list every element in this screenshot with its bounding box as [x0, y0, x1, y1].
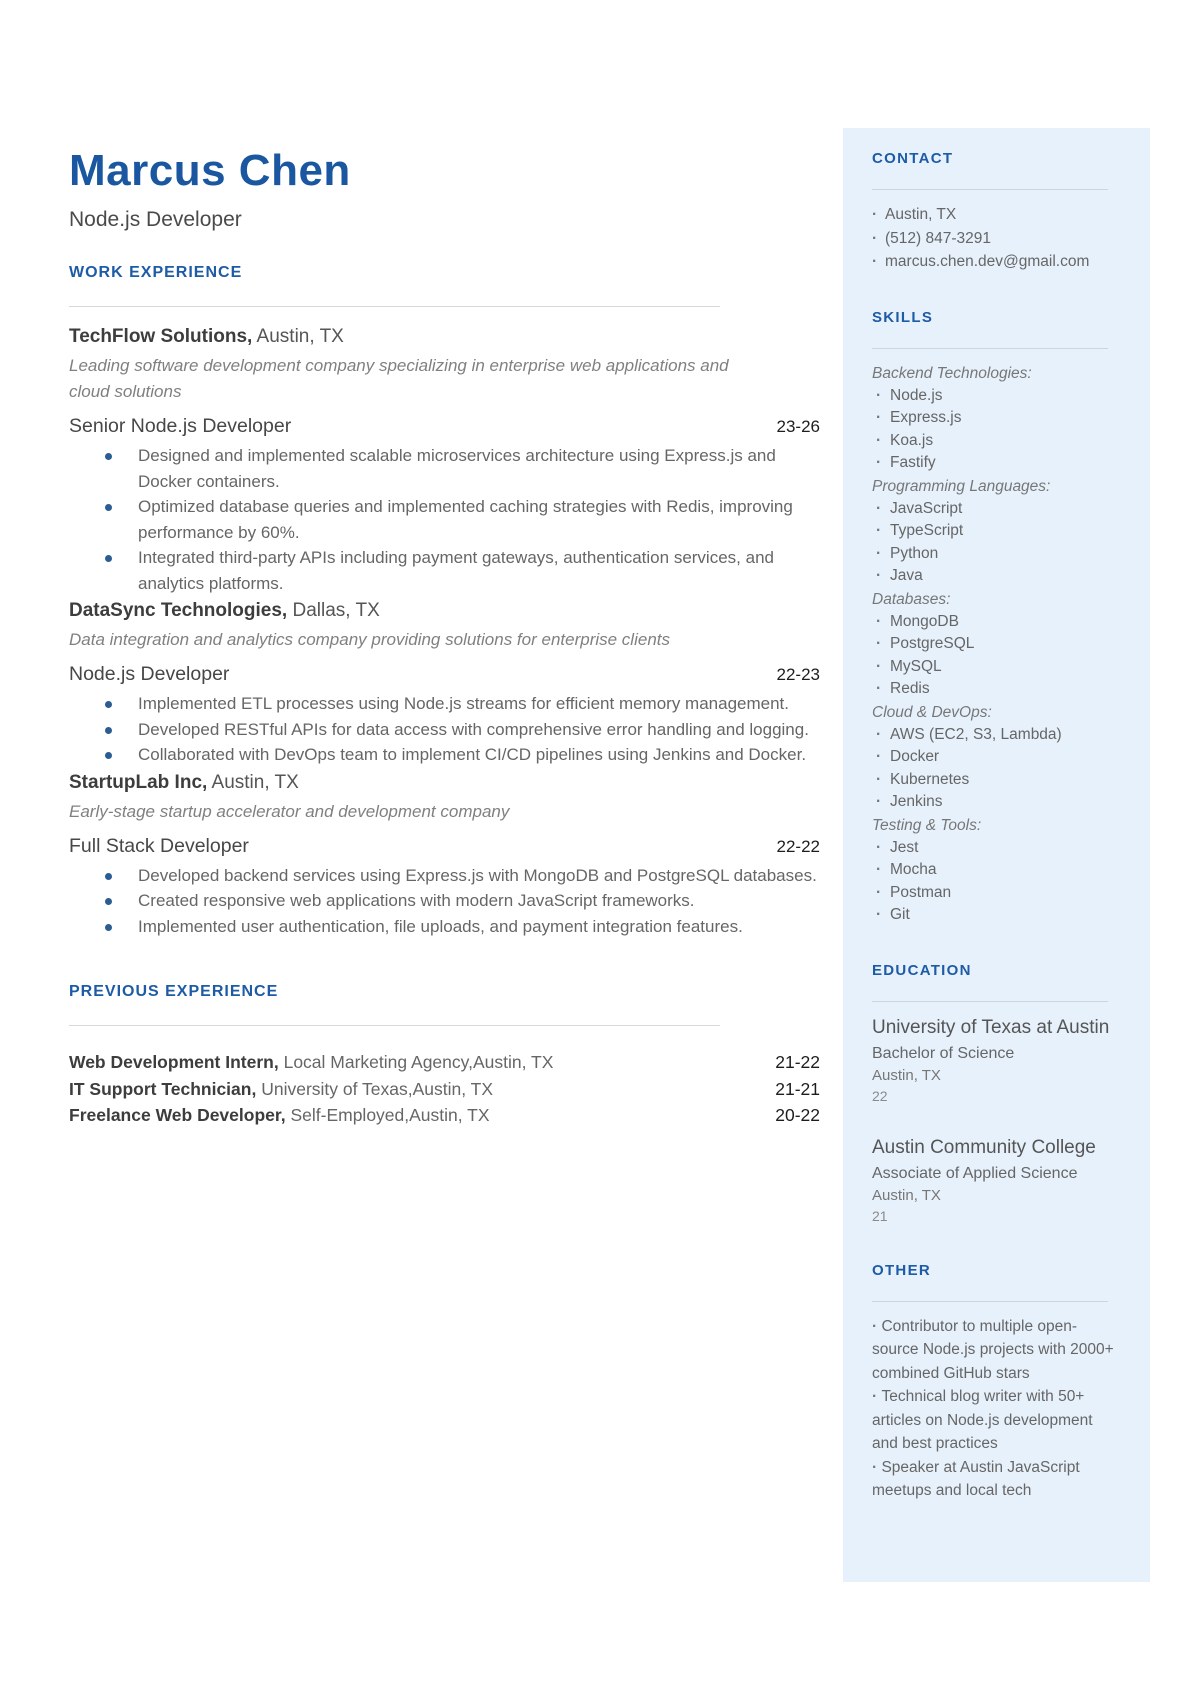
graduation-year: 21 — [872, 1207, 888, 1224]
school-name: University of Texas at Austin — [872, 1016, 1110, 1038]
bullet-item: Optimized database queries and implemented caching strategies with Redis, improving performance by 60%. — [69, 494, 820, 545]
skill-group-label: Testing & Tools: — [872, 816, 982, 834]
previous-role: Web Development Intern, — [69, 1052, 279, 1072]
role-dates: 22-23 — [776, 665, 820, 684]
skill-group-label: Databases: — [872, 590, 951, 608]
company-location: Austin, TX — [256, 326, 344, 347]
bullet-item: Developed RESTful APIs for data access with comprehensive error handling and logging. — [69, 717, 820, 743]
skill-item: · Redis — [872, 678, 1120, 701]
company-name: StartupLab Inc, — [69, 771, 208, 793]
education-entry — [872, 1015, 1120, 1107]
contact-item: · marcus.chen.dev@gmail.com — [872, 250, 1120, 274]
skill-list — [872, 837, 1120, 927]
previous-row — [69, 1049, 820, 1076]
role-title: Node.js Developer — [69, 663, 230, 685]
work-experience-heading: WORK EXPERIENCE — [69, 264, 243, 281]
skill-item: · Jenkins — [872, 791, 1120, 814]
role-row — [69, 663, 820, 686]
graduation-year: 22 — [872, 1087, 888, 1104]
previous-dates: 20-22 — [775, 1105, 820, 1125]
contact-heading: CONTACT — [872, 150, 954, 167]
company-line — [69, 770, 820, 795]
role-title: Senior Node.js Developer — [69, 415, 292, 437]
skill-group-label: Programming Languages: — [872, 477, 1051, 495]
previous-org: Self-Employed,Austin, TX — [290, 1105, 490, 1125]
bullet-item: Implemented ETL processes using Node.js streams for efficient memory management. — [69, 691, 820, 717]
skill-item: · MongoDB — [872, 611, 1120, 634]
skill-item: · Koa.js — [872, 430, 1120, 453]
skill-item: · Java — [872, 565, 1120, 588]
school-location: Austin, TX — [872, 1066, 941, 1084]
section-divider — [69, 1025, 720, 1026]
skill-item: · Mocha — [872, 859, 1120, 882]
role-row — [69, 835, 820, 858]
skill-item: · AWS (EC2, S3, Lambda) — [872, 724, 1120, 747]
previous-row — [69, 1076, 820, 1103]
skill-item: · Python — [872, 543, 1120, 566]
company-description: Early-stage startup accelerator and development company — [69, 801, 510, 821]
previous-org: University of Texas,Austin, TX — [261, 1078, 494, 1099]
bullet-item: Designed and implemented scalable microservices architecture using Express.js and Docker containers. — [69, 443, 820, 494]
role-title: Full Stack Developer — [69, 834, 249, 857]
role-dates: 22-22 — [776, 836, 820, 856]
company-name: TechFlow Solutions, — [69, 326, 253, 347]
skills-heading: SKILLS — [872, 308, 934, 326]
previous-role: IT Support Technician, — [69, 1078, 257, 1099]
previous-dates: 21-21 — [775, 1078, 820, 1099]
previous-org: Local Marketing Agency,Austin, TX — [283, 1052, 554, 1072]
school-name: Austin Community College — [872, 1136, 1096, 1158]
person-job-title: Node.js Developer — [69, 208, 242, 231]
degree: Associate of Applied Science — [872, 1164, 1078, 1182]
company-description: Data integration and analytics company providing solutions for enterprise clients — [69, 630, 670, 649]
skill-list — [872, 724, 1120, 814]
company-location: Dallas, TX — [292, 600, 380, 621]
skill-item: · Express.js — [872, 407, 1120, 430]
company-line — [69, 324, 820, 349]
skill-item: · TypeScript — [872, 520, 1120, 543]
previous-role: Freelance Web Developer, — [69, 1105, 286, 1125]
skill-item: · Postman — [872, 882, 1120, 905]
contact-item: · (512) 847-3291 — [872, 227, 1120, 251]
main-column — [69, 146, 820, 1129]
sidebar — [872, 150, 1120, 1503]
degree: Bachelor of Science — [872, 1044, 1015, 1062]
sidebar-divider — [872, 1301, 1108, 1302]
company-line — [69, 598, 820, 623]
education-entry — [872, 1135, 1120, 1227]
skill-item: · Fastify — [872, 452, 1120, 475]
skill-list — [872, 498, 1120, 588]
role-row — [69, 415, 820, 438]
school-location: Austin, TX — [872, 1186, 941, 1204]
contact-item: · Austin, TX — [872, 203, 1120, 227]
other-item: · Contributor to multiple open-source Node.js projects with 2000+ combined GitHub stars — [872, 1315, 1120, 1386]
skill-group-label: Backend Technologies: — [872, 364, 1032, 382]
skill-item: · Docker — [872, 746, 1120, 769]
company-location: Austin, TX — [211, 771, 299, 793]
section-divider — [69, 306, 720, 307]
skill-item: · Node.js — [872, 385, 1120, 408]
other-list — [872, 1315, 1120, 1503]
skill-list — [872, 385, 1120, 475]
skill-item: · Kubernetes — [872, 769, 1120, 792]
skill-item: · MySQL — [872, 656, 1120, 679]
person-name: Marcus Chen — [69, 146, 351, 195]
education-heading: EDUCATION — [872, 961, 972, 979]
previous-row — [69, 1102, 820, 1129]
previous-experience-heading: PREVIOUS EXPERIENCE — [69, 983, 279, 1000]
other-item: · Technical blog writer with 50+ articles on Node.js development and best practices — [872, 1385, 1120, 1456]
skill-group-label: Cloud & DevOps: — [872, 703, 992, 721]
bullet-item: Collaborated with DevOps team to implement CI/CD pipelines using Jenkins and Docker. — [69, 742, 820, 768]
sidebar-divider — [872, 348, 1108, 349]
role-dates: 23-26 — [776, 417, 820, 436]
skill-list — [872, 611, 1120, 701]
role-bullets — [69, 863, 820, 940]
role-bullets — [69, 691, 820, 768]
skill-item: · JavaScript — [872, 498, 1120, 521]
previous-dates: 21-22 — [775, 1052, 820, 1072]
company-description: Leading software development company specializing in enterprise web applications and cloud solutions — [69, 356, 729, 401]
other-item: · Speaker at Austin JavaScript meetups and local tech — [872, 1456, 1120, 1503]
sidebar-divider — [872, 1001, 1108, 1002]
bullet-item: Integrated third-party APIs including payment gateways, authentication services, and analytics platforms. — [69, 545, 820, 596]
bullet-item: Implemented user authentication, file uploads, and payment integration features. — [69, 914, 820, 940]
role-bullets — [69, 443, 820, 596]
bullet-item: Created responsive web applications with modern JavaScript frameworks. — [69, 888, 820, 914]
sidebar-divider — [872, 189, 1108, 190]
skill-item: · PostgreSQL — [872, 633, 1120, 656]
company-name: DataSync Technologies, — [69, 600, 288, 621]
skill-item: · Git — [872, 904, 1120, 927]
other-heading: OTHER — [872, 1261, 931, 1279]
bullet-item: Developed backend services using Express.js with MongoDB and PostgreSQL databases. — [69, 863, 820, 889]
previous-experience-rows — [69, 1049, 820, 1129]
contact-list — [872, 203, 1120, 274]
skill-item: · Jest — [872, 837, 1120, 860]
